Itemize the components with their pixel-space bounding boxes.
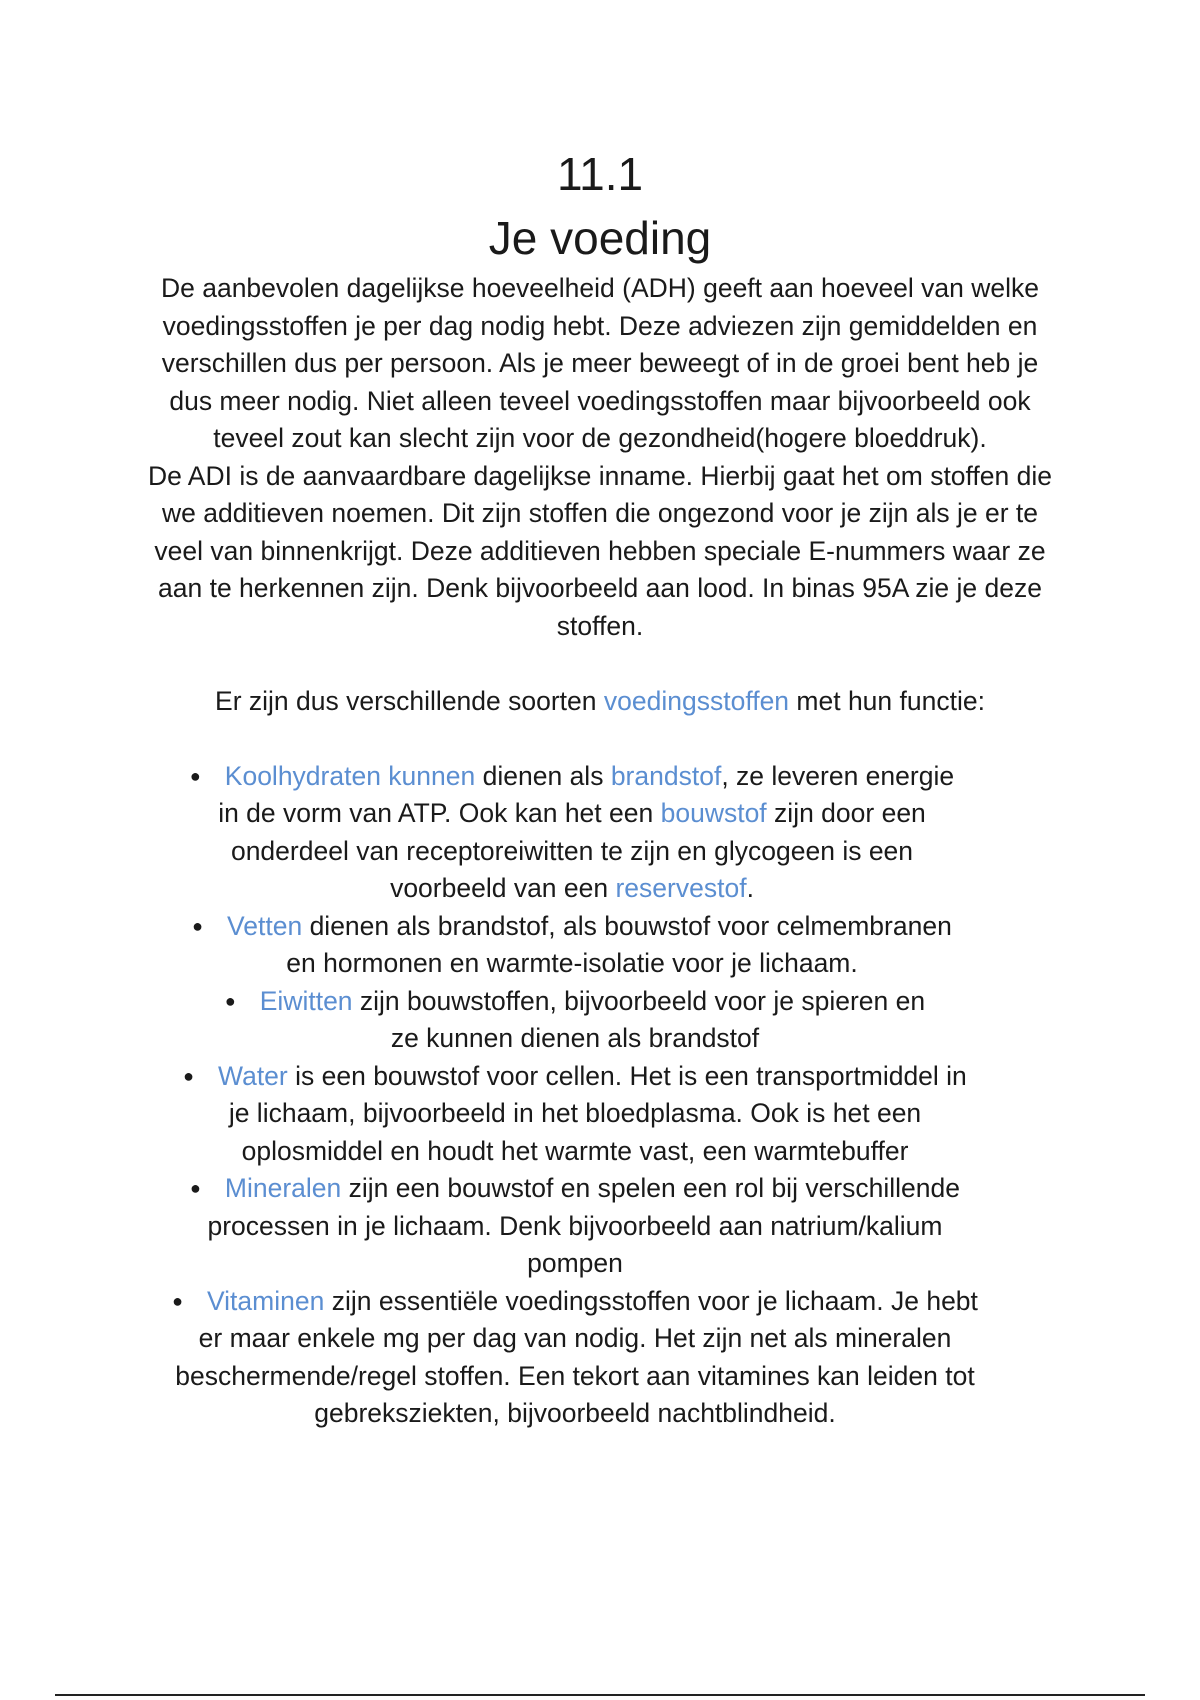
list-item-koolhydraten: [140, 758, 1060, 908]
paragraph-adh: De aanbevolen dagelijkse hoeveelheid (ADH) geeft aan hoeveel van welke voedingsstoffen je per dag nodig hebt. Deze adviezen zijn gemiddelden en verschillen dus per persoon. Als je meer beweegt of in de groei bent heb je dus meer nodig. Niet alleen teveel voedingsstoffen maar bijvoorbeeld ook teveel zout kan slecht zijn voor de gezondheid(hogere bloeddruk).: [160, 273, 1040, 453]
item-text: dienen als brandstof, als bouwstof voor celmembranen en hormonen en warmte-isolatie voor je lichaam.: [286, 910, 952, 978]
item-text: is een bouwstof voor cellen. Het is een transportmiddel in je lichaam, bijvoorbeeld in het bloedplasma. Ook is het een oplosmiddel en houdt het warmte vast, een warmtebuffer: [228, 1060, 967, 1166]
bullet-icon: ●: [172, 1290, 183, 1311]
item-text: .: [746, 873, 754, 903]
term-water: Water: [218, 1060, 288, 1091]
spacer: [140, 720, 1060, 758]
bullet-icon: ●: [183, 1065, 195, 1086]
item-text: zijn door een onderdeel van receptoreiwitten te zijn en glycogeen is een voorbeeld van een: [230, 798, 926, 903]
types-sentence-before: Er zijn dus verschillende soorten: [215, 685, 604, 716]
bullet-icon: ●: [224, 990, 236, 1011]
item-text: zijn bouwstoffen, bijvoorbeeld voor je spieren en ze kunnen dienen als brandstof: [352, 985, 926, 1053]
term-vetten: Vetten: [227, 910, 303, 941]
term-bouwstof: bouwstof: [660, 798, 767, 828]
paragraph-adi: De ADI is de aanvaardbare dagelijkse inname. Hierbij gaat het om stoffen die we additieven noemen. Dit zijn stoffen die ongezond voor je zijn als je er te veel van binnenkrijgt. Deze additieven hebben speciale E-nummers waar ze aan te herkennen zijn. Denk bijvoorbeeld aan lood. In binas 95A zie je deze stoffen.: [148, 460, 1052, 641]
page-bottom-rule: [55, 1694, 1145, 1696]
section-title: Je voeding: [488, 212, 712, 264]
item-text: zijn een bouwstof en spelen een rol bij verschillende processen in je lichaam. Denk bijvoorbeeld aan natrium/kalium pompen: [207, 1173, 960, 1278]
list-item-eiwitten: [140, 983, 1060, 1058]
term-koolhydraten: Koolhydraten kunnen: [224, 760, 476, 791]
list-item-water: [140, 1058, 1060, 1171]
item-text: zijn essentiële voedingsstoffen voor je lichaam. Je hebt er maar enkele mg per dag van nodig. Het zijn net als mineralen beschermende/regel stoffen. Een tekort aan vitamines kan leiden tot gebreksziekten, bijvoorbeeld nachtblindheid.: [175, 1285, 978, 1428]
types-sentence-after: met hun functie:: [789, 685, 985, 716]
term-mineralen: Mineralen: [224, 1173, 342, 1203]
types-sentence: [140, 683, 1060, 721]
list-item-vetten: [140, 908, 1060, 983]
spacer: [140, 645, 1060, 683]
item-text: , ze leveren energie in de vorm van ATP. Ook kan het een: [218, 760, 955, 828]
term-vitaminen: Vitaminen: [206, 1285, 325, 1316]
bullet-icon: ●: [190, 1178, 201, 1198]
section-number: 11.1: [556, 148, 644, 200]
term-voedingsstoffen: voedingsstoffen: [603, 685, 790, 716]
term-eiwitten: Eiwitten: [259, 985, 353, 1016]
term-reservestof: reservestof: [615, 873, 747, 903]
bullet-icon: ●: [192, 915, 204, 936]
list-item-vitaminen: [140, 1283, 1060, 1433]
term-brandstof: brandstof: [610, 760, 722, 791]
bullet-icon: ●: [189, 765, 201, 786]
list-item-mineralen: [140, 1170, 1060, 1283]
item-text: dienen als: [475, 760, 611, 791]
content-body: [140, 270, 1060, 1433]
nutrient-list: [140, 758, 1060, 1433]
